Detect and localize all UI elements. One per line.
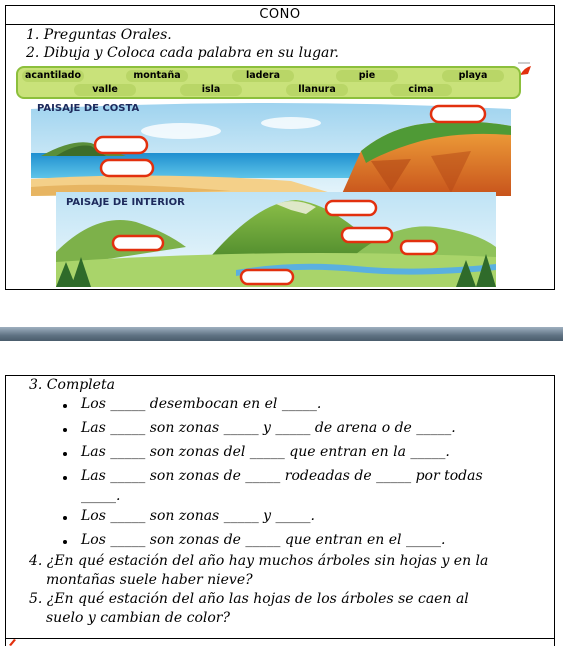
question-4-line-2: montañas suele haber nieve? bbox=[46, 572, 253, 588]
coast-label-boxes bbox=[31, 101, 511, 196]
word-bank bbox=[16, 66, 521, 99]
worksheet-title: CONO bbox=[6, 6, 554, 25]
bullet-dot bbox=[63, 540, 67, 544]
word-playa: playa bbox=[442, 70, 504, 82]
word-cima: cima bbox=[390, 84, 452, 96]
worksheet-part-1 bbox=[5, 5, 555, 290]
bullet-dot bbox=[63, 428, 67, 432]
word-isla: isla bbox=[180, 84, 242, 96]
fill-line-3: Las _____ son zonas del _____ que entran en la _____. bbox=[81, 444, 450, 460]
question-1: 1. Preguntas Orales. bbox=[26, 27, 172, 43]
fill-line-5: Los _____ son zonas _____ y _____. bbox=[81, 508, 315, 524]
question-5-line-1: 5. ¿En qué estación del año las hojas de los árboles se caen al bbox=[29, 591, 469, 607]
question-2: 2. Dibuja y Coloca cada palabra en su lugar. bbox=[26, 45, 340, 61]
word-llanura: llanura bbox=[286, 84, 348, 96]
coast-title: PAISAJE DE COSTA bbox=[37, 103, 140, 114]
word-valle: valle bbox=[74, 84, 136, 96]
bullet-dot bbox=[63, 452, 67, 456]
question-5-line-2: suelo y cambian de color? bbox=[46, 610, 230, 626]
fill-line-2: Las _____ son zonas _____ y _____ de arena o de _____. bbox=[81, 420, 456, 436]
interior-landscape bbox=[56, 192, 496, 287]
word-montana: montaña bbox=[126, 70, 188, 82]
fill-line-6: Los _____ son zonas de _____ que entran en el _____. bbox=[81, 532, 446, 548]
answer-divider bbox=[5, 638, 555, 639]
bullet-dot bbox=[63, 516, 67, 520]
question-4-line-1: 4. ¿En qué estación del año hay muchos árboles sin hojas y en la bbox=[29, 553, 489, 569]
question-3: 3. Completa bbox=[29, 377, 115, 393]
word-ladera: ladera bbox=[232, 70, 294, 82]
fill-line-4-cont: _____. bbox=[81, 488, 121, 504]
bullet-dot bbox=[63, 476, 67, 480]
fill-line-1: Los _____ desembocan en el _____. bbox=[81, 396, 322, 412]
interior-label-boxes bbox=[56, 192, 496, 287]
coast-landscape bbox=[31, 101, 511, 196]
pencil-mark-icon bbox=[8, 638, 18, 646]
word-acantilado: acantilado bbox=[22, 70, 84, 82]
word-pie: pie bbox=[336, 70, 398, 82]
interior-title: PAISAJE DE INTERIOR bbox=[66, 197, 185, 208]
worksheet-part-2 bbox=[5, 375, 555, 646]
fill-line-4: Las _____ son zonas de _____ rodeadas de _____ por todas bbox=[81, 468, 483, 484]
bullet-dot bbox=[63, 404, 67, 408]
page-separator bbox=[0, 327, 563, 341]
